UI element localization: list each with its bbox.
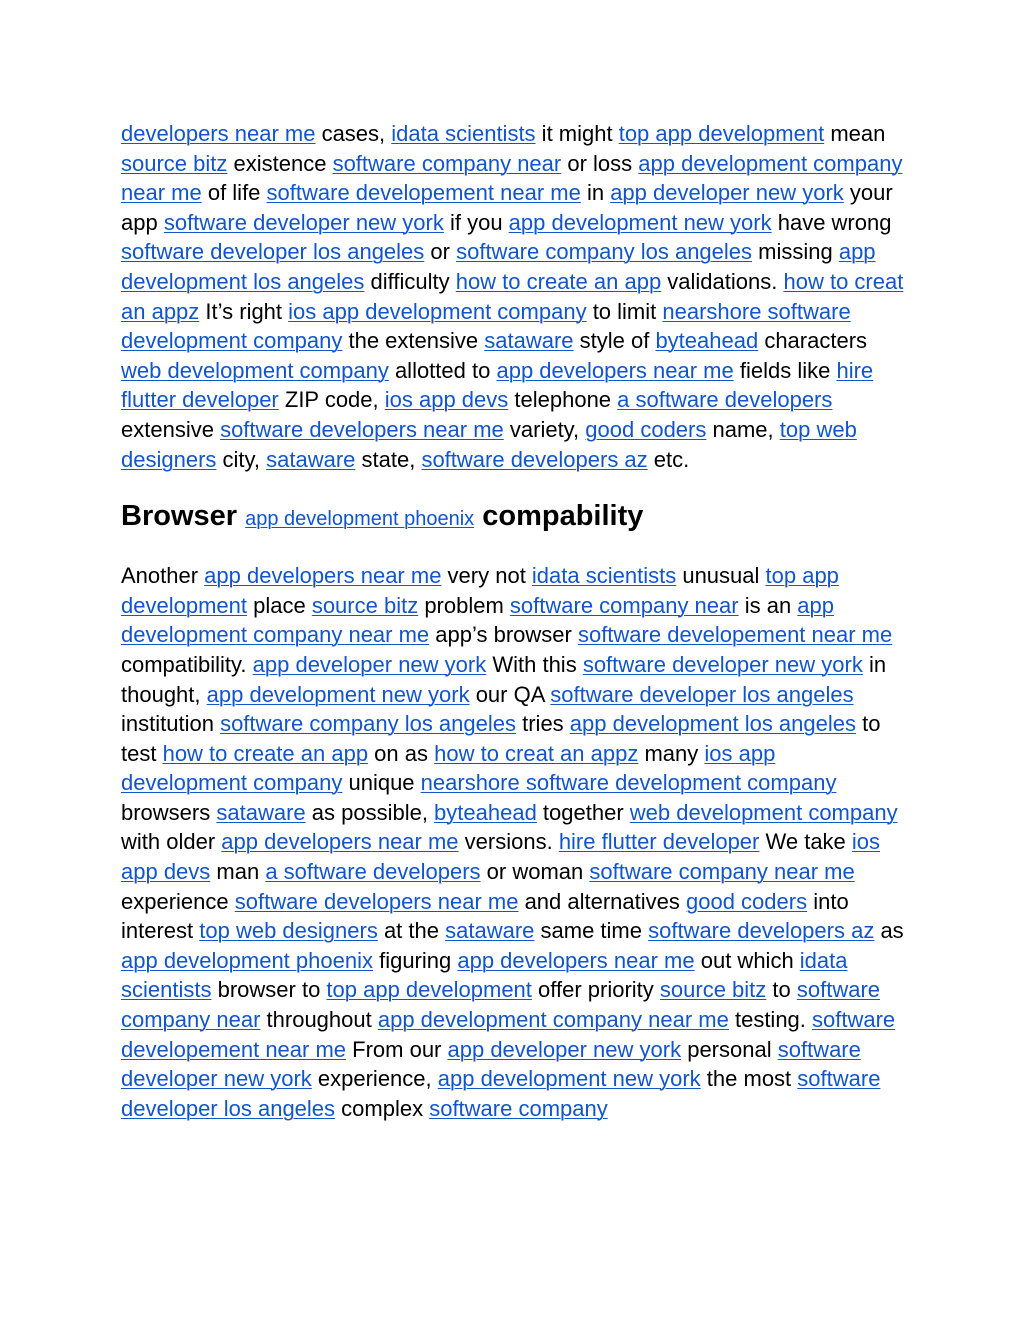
inline-link[interactable]: idata scientists [391,121,536,146]
body-text: difficulty [364,268,456,294]
body-text: existence [227,150,333,176]
inline-link[interactable]: ios app devs [121,829,881,885]
inline-link[interactable]: sataware [484,328,574,354]
inline-link[interactable]: how to creat an appz [121,268,904,324]
inline-link[interactable]: source bitz [121,150,228,176]
inline-link[interactable]: good coders [686,888,808,914]
inline-link[interactable]: nearshore software development company [420,770,837,796]
heading-text-start: Browser [121,500,238,533]
body-text: We take [759,829,852,855]
body-text: or woman [480,859,590,885]
body-text: ZIP code, [278,387,385,413]
body-text: it might [535,121,619,146]
body-text: is an [738,592,798,618]
body-text: versions. [458,829,559,855]
body-text: together [536,799,630,825]
inline-link[interactable]: software company los angeles [220,711,516,737]
body-text: if you [443,209,509,235]
body-text: very not [441,563,532,589]
inline-link[interactable]: idata scientists [121,947,848,1003]
inline-link[interactable]: software developer los angeles [121,239,425,265]
inline-link[interactable]: software developer new york [163,209,444,235]
body-text: It’s right [199,298,289,324]
body-text: place [246,592,312,618]
body-text: fields like [733,357,837,383]
inline-link[interactable]: app developers near me [204,563,442,589]
body-text: experience [121,888,235,914]
body-text: offer priority [531,977,660,1003]
inline-link[interactable]: software developer los angeles [550,681,854,707]
inline-link[interactable]: app development los angeles [569,711,857,737]
body-text: unusual [676,563,766,589]
inline-link[interactable]: app developers near me [221,829,459,855]
body-text: and alternatives [518,888,686,914]
inline-link[interactable]: a software developers [617,387,833,413]
body-text: as possible, [305,799,435,825]
body-text: many [638,740,705,766]
body-text: compatibility. [121,651,253,677]
inline-link[interactable]: source bitz [659,977,767,1003]
inline-link[interactable]: ios app development company [288,298,587,324]
body-text: allotted to [388,357,497,383]
inline-link[interactable]: byteahead [655,328,759,354]
body-text: complex [335,1095,430,1121]
body-text: in thought, [121,651,887,707]
inline-link[interactable]: app development los angeles [121,239,876,294]
inline-link[interactable]: top app development [618,121,825,146]
body-text: of life [201,180,267,206]
body-text: unique [342,770,421,796]
body-text: with older [121,829,222,855]
body-text: in [580,180,611,206]
body-text: validations. [661,268,784,294]
inline-link[interactable]: top app development [326,977,532,1003]
inline-link[interactable]: app development company near me [121,592,835,648]
inline-link[interactable]: web development company [629,799,898,825]
body-text: out which [694,947,800,973]
body-text: our QA [469,681,551,707]
inline-link[interactable]: app development phoenix [121,947,373,973]
body-text: variety, [503,416,586,442]
body-text: cases, [315,121,392,146]
body-text: browser to [211,977,327,1003]
inline-link[interactable]: sataware [266,446,356,472]
body-text: problem [418,592,510,618]
body-text: or [424,239,457,265]
heading-link[interactable]: app development phoenix [245,508,475,531]
body-text: experience, [311,1066,438,1092]
inline-link[interactable]: top app development [121,563,839,618]
inline-link[interactable]: source bitz [311,592,419,618]
inline-link[interactable]: top web designers [121,416,857,472]
document-body [121,119,907,1123]
body-text: on as [368,740,435,766]
inline-link[interactable]: ios app development company [121,740,776,796]
body-text: With this [486,651,583,677]
inline-link[interactable]: app development new york [508,209,772,235]
inline-link[interactable]: byteahead [434,799,537,825]
inline-link[interactable]: app developer new york [447,1036,682,1062]
inline-link[interactable]: app developer new york [252,651,487,677]
inline-link[interactable]: app developer new york [610,180,844,206]
inline-link[interactable]: app developers near me [496,357,734,383]
body-text: or loss [561,150,639,176]
body-text: same time [534,918,649,944]
body-text: mean [824,121,886,146]
body-text: style of [573,328,656,354]
body-text: your app [121,180,893,235]
body-text: throughout [260,1007,378,1033]
body-text: man [210,859,266,885]
inline-link[interactable]: software developer los angeles [121,1066,881,1121]
body-text: From our [346,1036,448,1062]
inline-link[interactable]: software company near [332,150,562,176]
inline-link[interactable]: app development new york [437,1066,701,1092]
body-text: the extensive [342,328,485,354]
body-text: to [766,977,797,1003]
inline-link[interactable]: software developement near me [577,622,893,648]
inline-link[interactable]: hire flutter developer [121,357,874,413]
body-text: to test [121,711,881,766]
body-text: browsers [121,799,217,825]
body-text: institution [121,711,221,737]
heading-text-end: compability [482,500,644,533]
paragraph-browser-compatibility [121,561,907,1123]
inline-link[interactable]: software developer new york [582,651,863,677]
paragraph-intro [121,119,907,474]
inline-link[interactable]: a software developers [265,859,481,885]
inline-link[interactable]: good coders [585,416,707,442]
body-text: into interest [121,888,849,944]
inline-link[interactable]: software developement near me [121,1007,896,1062]
body-text: app’s browser [429,622,578,648]
inline-link[interactable]: app development company near me [377,1007,729,1033]
body-text: Another [121,563,205,589]
body-text: missing [752,239,839,265]
inline-link[interactable]: sataware [445,918,535,944]
inline-link[interactable]: web development company [121,357,389,383]
body-text: the most [700,1066,798,1092]
inline-link[interactable]: app development company near me [121,150,903,206]
inline-link[interactable]: ios app devs [384,387,509,413]
inline-link[interactable]: developers near me [121,121,316,146]
body-text: to limit [586,298,663,324]
inline-link[interactable]: how to creat an appz [434,740,639,766]
inline-link[interactable]: software developers near me [234,888,519,914]
body-text: figuring [372,947,458,973]
inline-link[interactable]: top web designers [199,918,378,944]
body-text: name, [706,416,780,442]
body-text: have wrong [771,209,892,235]
inline-link[interactable]: software developement near me [266,180,581,206]
inline-link[interactable]: software developers az [648,918,875,944]
inline-link[interactable]: software company near [121,977,881,1033]
body-text: testing. [728,1007,813,1033]
body-text: extensive [121,416,221,442]
inline-link[interactable]: app development new york [206,681,470,707]
inline-link[interactable]: software company los angeles [456,239,753,265]
body-text: personal [681,1036,778,1062]
body-text: state, [355,446,422,472]
body-text: as [874,918,904,944]
body-text: characters [758,328,868,354]
inline-link[interactable]: app developers near me [457,947,695,973]
inline-link[interactable]: software company near [509,592,739,618]
body-text: at the [377,918,446,944]
body-text: telephone [508,387,618,413]
inline-link[interactable]: hire flutter developer [558,829,760,855]
inline-link[interactable]: how to create an app [162,740,369,766]
body-text: tries [516,711,570,737]
inline-link[interactable]: software company [429,1095,608,1121]
inline-link[interactable]: how to create an app [455,268,662,294]
body-text: etc. [647,446,690,472]
section-heading [121,496,907,539]
inline-link[interactable]: software developers az [421,446,648,472]
inline-link[interactable]: software developer new york [121,1036,861,1092]
inline-link[interactable]: nearshore software development company [121,298,851,354]
inline-link[interactable]: software developers near me [220,416,504,442]
inline-link[interactable]: idata scientists [531,563,677,589]
inline-link[interactable]: sataware [216,799,306,825]
body-text: city, [216,446,267,472]
inline-link[interactable]: software company near me [589,859,855,885]
